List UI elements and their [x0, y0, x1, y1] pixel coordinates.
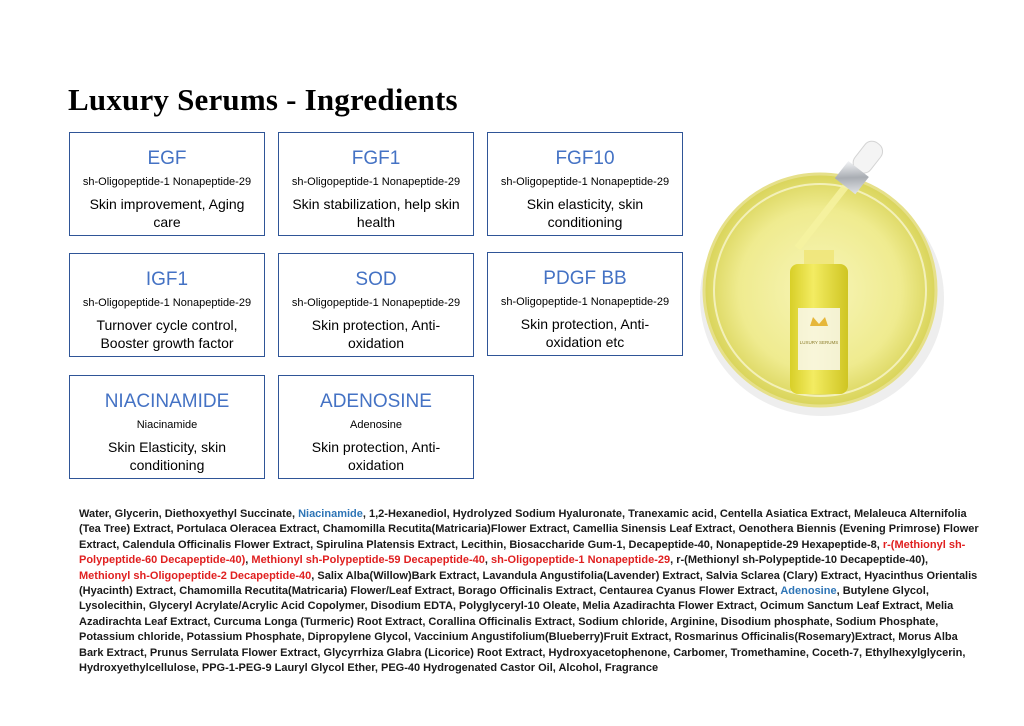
- ingredients-text: , 1,2-Hexanediol, Hydrolyzed Sodium Hyaluronate, Tranexamic acid, Centella Asiatica Extract, Melaleuca Alternifolia (Tea Tree) Extract, Portulaca Oleracea Extract, Chamomilla Recutita(Matricaria)Flower Extract, Camellia Sinensis Leaf Extract, Oenothera Biennis (Evening Primrose) Flower Extract, Calendula Officinalis Flower Extract, Spirulina Platensis Extract, Lecithin, Biosaccharide Gum-1, Decapeptide-40, Nonapeptide-29 Hexapeptide-8,: [79, 508, 979, 551]
- ingredient-card-fgf10: [487, 132, 683, 236]
- ingredient-highlight: sh-Oligopeptide-1 Nonapeptide-29: [491, 554, 671, 567]
- card-description: Turnover cycle control, Booster growth factor: [96, 317, 238, 351]
- ingredient-highlight: r-(Methionyl sh-Polypeptide-60 Decapeptide-40): [79, 538, 966, 567]
- card-name: FGF10: [555, 148, 615, 169]
- card-name: FGF1: [351, 148, 401, 169]
- full-ingredients-list: [79, 507, 979, 676]
- card-subtitle: sh-Oligopeptide-1 Nonapeptide-29: [82, 176, 252, 188]
- card-name: EGF: [147, 148, 187, 169]
- ingredient-highlight: Methionyl sh-Polypeptide-59 Decapeptide-40: [251, 554, 485, 567]
- ingredient-highlight: Adenosine: [780, 585, 837, 598]
- ingredient-card-igf1: [69, 253, 265, 357]
- card-subtitle: sh-Oligopeptide-1 Nonapeptide-29: [82, 297, 252, 309]
- card-subtitle: sh-Oligopeptide-1 Nonapeptide-29: [291, 297, 461, 309]
- card-description: Skin protection, Anti-oxidation: [311, 439, 441, 473]
- card-description: Skin Elasticity, skin conditioning: [108, 439, 226, 473]
- ingredient-card-sod: [278, 253, 474, 357]
- ingredients-text: , Salix Alba(Willow)Bark Extract, Lavandula Angustifolia(Lavender) Extract, Salvia Sclarea (Clary) Extract, Hyacinthus Orientalis (Hyacinth) Extract, Chamomilla Recutita(Matricaria) Flower/Leaf Extract, Borago Officinalis Extract, Centaurea Cyanus Flower Extract,: [79, 569, 978, 598]
- ingredients-text: , r-(Methionyl sh-Polypeptide-10 Decapeptide-40),: [670, 554, 929, 567]
- page-title: Luxury Serums - Ingredients: [68, 82, 458, 117]
- card-name: ADENOSINE: [320, 391, 432, 412]
- ingredient-card-fgf1: [278, 132, 474, 236]
- card-name: SOD: [355, 269, 397, 290]
- card-description: Skin elasticity, skin conditioning: [526, 196, 644, 230]
- ingredients-text: ,: [245, 554, 252, 567]
- ingredients-text: Water, Glycerin, Diethoxyethyl Succinate,: [79, 508, 299, 520]
- card-name: NIACINAMIDE: [104, 391, 230, 412]
- card-subtitle: sh-Oligopeptide-1 Nonapeptide-29: [500, 296, 670, 308]
- card-name: IGF1: [145, 269, 189, 290]
- card-description: Skin protection, Anti-oxidation etc: [520, 316, 650, 350]
- card-subtitle: Niacinamide: [136, 419, 198, 431]
- ingredient-card-adenosine: [278, 375, 474, 479]
- card-subtitle: sh-Oligopeptide-1 Nonapeptide-29: [291, 176, 461, 188]
- card-subtitle: sh-Oligopeptide-1 Nonapeptide-29: [500, 176, 670, 188]
- bottle-label: LUXURY SERUMS: [799, 340, 839, 345]
- card-subtitle: Adenosine: [350, 419, 402, 431]
- card-name: PDGF BB: [543, 268, 627, 289]
- ingredient-card-niacinamide: [69, 375, 265, 479]
- card-description: Skin protection, Anti-oxidation: [311, 317, 441, 351]
- ingredient-card-pdgf-bb: [487, 252, 683, 356]
- serum-bottle: [790, 250, 848, 394]
- card-description: Skin stabilization, help skin health: [292, 196, 460, 230]
- ingredients-text: ,: [484, 554, 492, 567]
- card-description: Skin improvement, Aging care: [89, 196, 245, 230]
- ingredient-highlight: Niacinamide: [298, 508, 363, 520]
- serum-product-photo: [700, 140, 952, 420]
- ingredient-highlight: Methionyl sh-Oligopeptide-2 Decapeptide-40: [79, 569, 312, 582]
- ingredient-card-egf: [69, 132, 265, 236]
- ingredients-text: , Butylene Glycol, Lysolecithin, Glyceryl Acrylate/Acrylic Acid Copolymer, Disodium EDTA, Polyglyceryl-10 Oleate, Melia Azadirachta Flower Extract, Ocimum Sanctum Leaf Extract, Melia Azadirachta Leaf Extract, Curcuma Longa (Turmeric) Root Extract, Corallina Officinalis Extract, Sodium chloride, Arginine, Disodium phosphate, Sodium Phosphate, Potassium chloride, Potassium Phosphate, Dipropylene Glycol, Vaccinium Angustifolium(Blueberry)Fruit Extract, Rosmarinus Officinalis(Rosemary)Extract, Morus Alba Bark Extract, Prunus Serrulata Flower Extract, Glycyrrhiza Glabra (Licorice) Root Extract, Hydroxyacetophenone, Carbomer, Tromethamine, Coceth-7, Ethylhexylglycerin, Hydroxyethylcellulose, PPG-1-PEG-9 Lauryl Glycol Ether, PEG-40 Hydrogenated Castor Oil, Alcohol, Fragrance: [79, 585, 966, 675]
